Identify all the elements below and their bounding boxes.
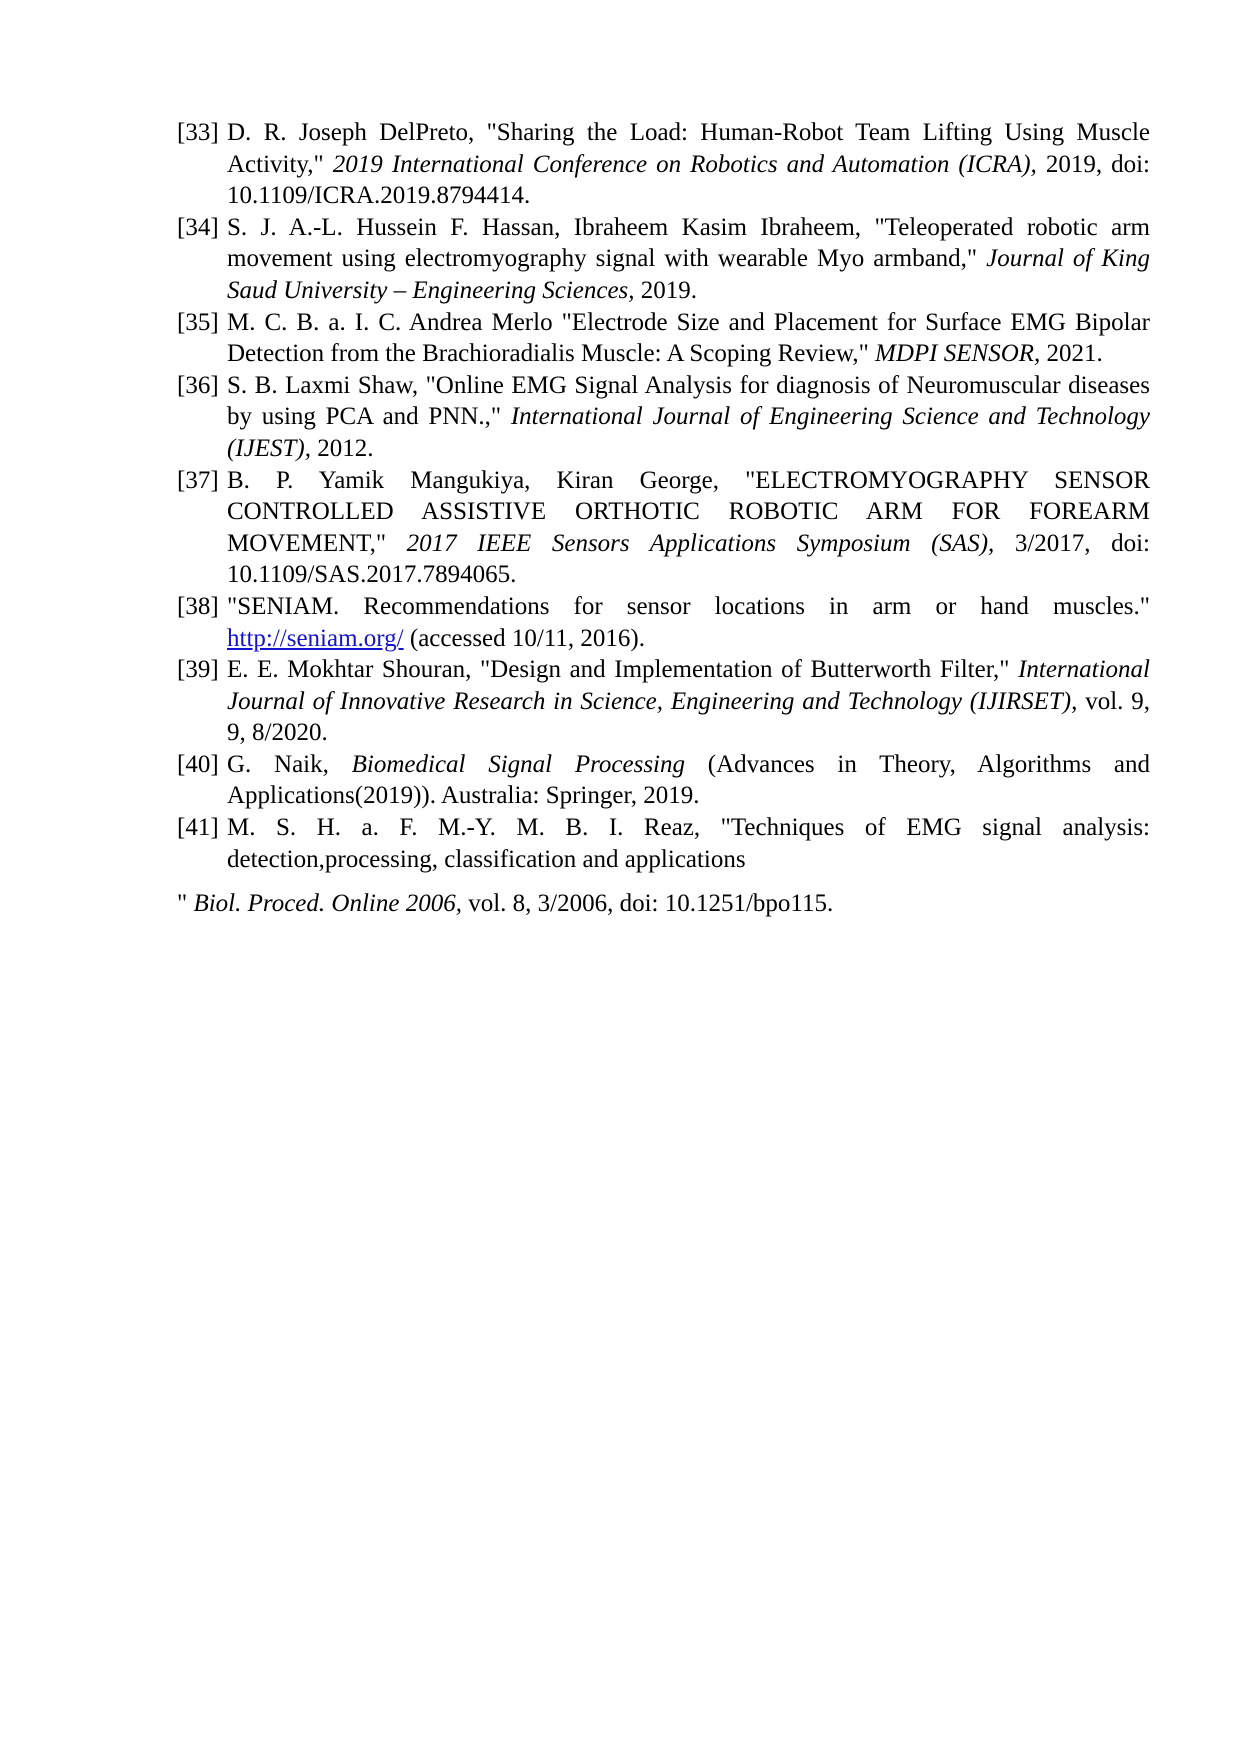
reference-text-segment: vol. 8, 3/2006, doi: 10.1251/bpo115.: [461, 890, 834, 918]
reference-text-segment: 3/2017, doi: 10.1109/SAS.2017.7894065.: [227, 529, 1150, 589]
reference-italic-segment: Journal of King Saud University – Engineering Sciences,: [227, 245, 1150, 304]
reference-text-segment: S. B. Laxmi Shaw, "Online EMG Signal Analysis for diagnosis of Neuromuscular diseases by using PCA and PNN.,": [227, 371, 1150, 431]
reference-number: [38]: [177, 592, 219, 620]
reference-item: [177, 812, 1150, 875]
reference-italic-segment: 2017 IEEE Sensors Applications Symposium (SAS),: [406, 529, 995, 557]
reference-text-segment: G. Naik,: [227, 750, 352, 778]
reference-italic-segment: Biol. Proced. Online 2006,: [193, 890, 462, 918]
reference-link[interactable]: http://seniam.org/: [227, 624, 404, 652]
reference-text-segment: "SENIAM. Recommendations for sensor locations in arm or hand muscles.": [227, 592, 1150, 620]
reference-number: [35]: [177, 308, 219, 336]
reference-text: [227, 591, 1150, 654]
reference-text-segment: vol. 9, 9, 8/2020.: [227, 687, 1151, 747]
reference-text: [227, 749, 1150, 812]
reference-item: [177, 654, 1150, 749]
reference-text: [227, 307, 1150, 370]
reference-item: [177, 370, 1150, 465]
reference-text-segment: E. E. Mokhtar Shouran, "Design and Implementation of Butterworth Filter,": [227, 656, 1019, 684]
reference-number: [36]: [177, 371, 219, 399]
reference-text-segment: 2012.: [311, 434, 374, 462]
reference-number: [40]: [177, 750, 219, 778]
reference-item: [177, 117, 1150, 212]
closing-reference-line: [177, 888, 1150, 920]
reference-text-segment: 2021.: [1040, 340, 1103, 368]
reference-text-segment: M. C. B. a. I. C. Andrea Merlo "Electrode Size and Placement for Surface EMG Bipolar Detection from the Brachioradialis Muscle: A Scoping Review,": [227, 308, 1150, 368]
reference-number: [39]: [177, 656, 219, 684]
reference-italic-segment: 2019 International Conference on Robotics and Automation (ICRA),: [332, 150, 1037, 178]
reference-italic-segment: International Journal of Innovative Research in Science, Engineering and Technology (IJIRSET),: [227, 656, 1150, 715]
reference-text-segment: S. J. A.-L. Hussein F. Hassan, Ibraheem Kasim Ibraheem, "Teleoperated robotic arm movement using electromyography signal with wearable Myo armband,": [227, 213, 1150, 273]
reference-item: [177, 212, 1150, 307]
reference-text: [227, 465, 1150, 591]
reference-text-segment: ": [177, 890, 194, 918]
reference-item: [177, 465, 1150, 591]
reference-text: [227, 812, 1150, 875]
reference-text-segment: 2019.: [634, 276, 698, 304]
reference-italic-segment: Biomedical Signal Processing: [351, 750, 686, 778]
reference-text: [227, 212, 1150, 307]
reference-number: [34]: [177, 213, 219, 241]
reference-number: [37]: [177, 466, 219, 494]
reference-item: [177, 749, 1150, 812]
reference-text-segment: (Advances in Theory, Algorithms and Applications(2019)). Australia: Springer, 2019.: [227, 750, 1150, 810]
reference-text: [227, 654, 1150, 749]
reference-text-segment: B. P. Yamik Mangukiya, Kiran George, "ELECTROMYOGRAPHY SENSOR CONTROLLED ASSISTIVE ORTHOTIC ROBOTIC ARM FOR FOREARM MOVEMENT,": [227, 466, 1150, 557]
references-list: [177, 117, 1150, 875]
reference-text: [227, 370, 1150, 465]
reference-text: [227, 117, 1150, 212]
references-section: [177, 117, 1150, 920]
reference-number: [41]: [177, 814, 219, 842]
reference-italic-segment: International Journal of Engineering Science and Technology (IJEST),: [227, 403, 1150, 462]
reference-text-segment: D. R. Joseph DelPreto, "Sharing the Load: Human-Robot Team Lifting Using Muscle Activity,": [227, 119, 1150, 178]
reference-text-segment: (accessed 10/11, 2016).: [403, 624, 645, 652]
reference-item: [177, 591, 1150, 654]
reference-item: [177, 307, 1150, 370]
reference-text-segment: M. S. H. a. F. M.-Y. M. B. I. Reaz, "Techniques of EMG signal analysis: detection,processing, classification and applications: [227, 814, 1150, 873]
reference-number: [33]: [177, 119, 219, 146]
reference-text-segment: 2019, doi: 10.1109/ICRA.2019.8794414.: [227, 150, 1150, 210]
reference-italic-segment: MDPI SENSOR,: [875, 340, 1041, 368]
